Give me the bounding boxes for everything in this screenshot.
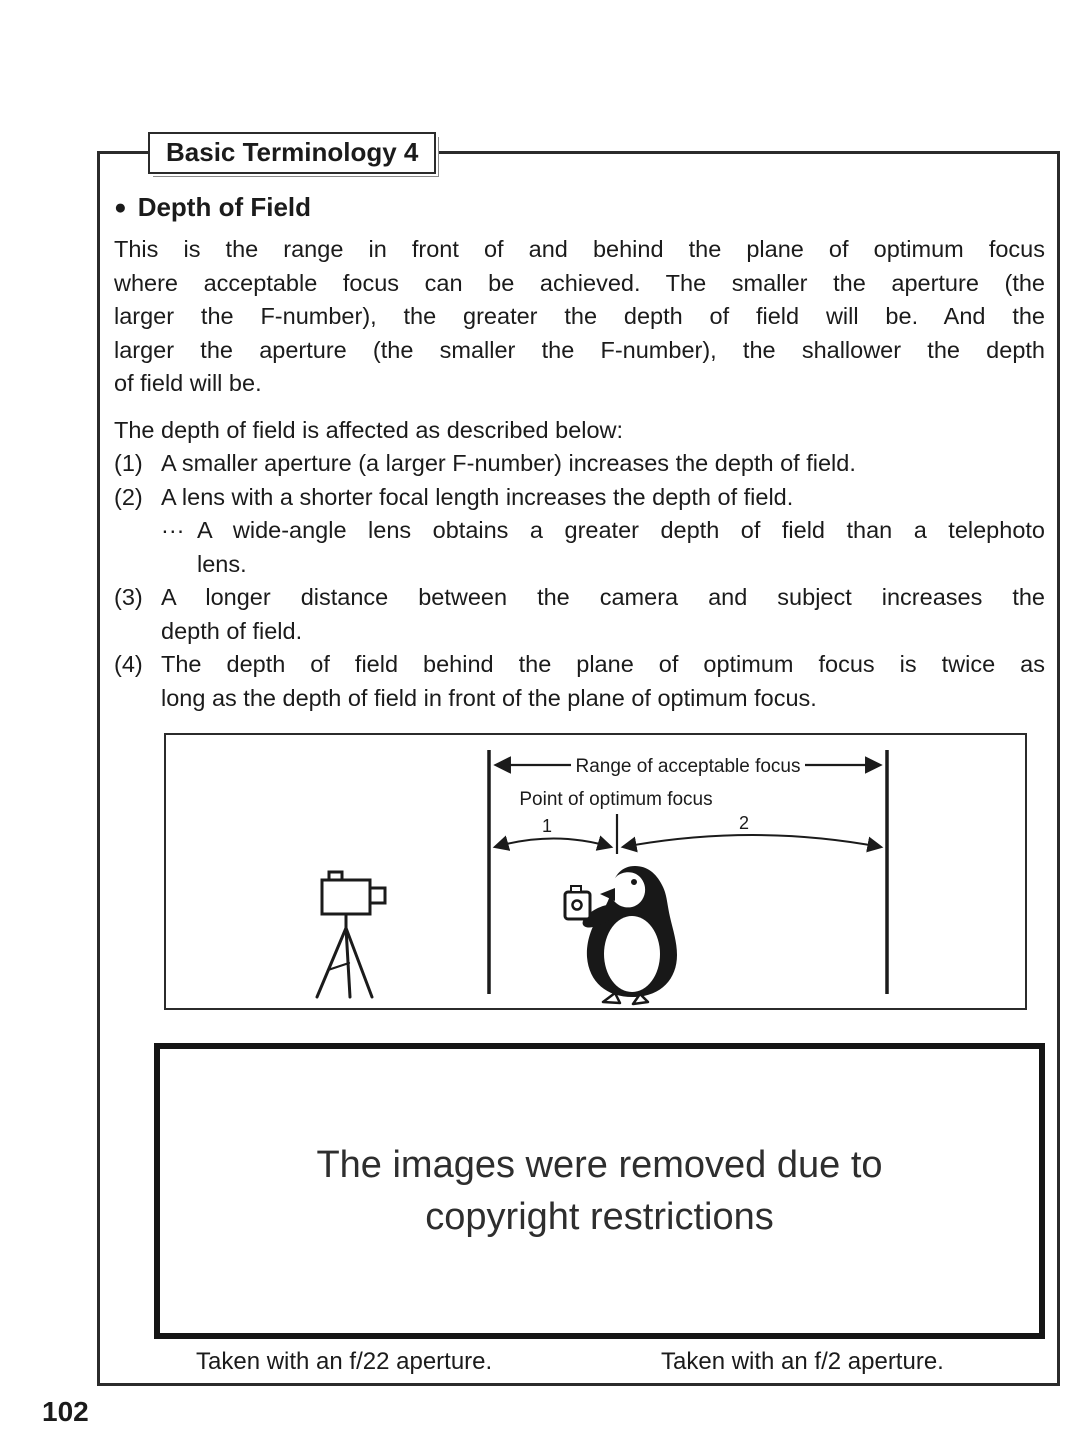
list-text: A lens with a shorter focal length increases the depth of field. <box>161 483 794 510</box>
list-line: A longer distance between the camera and subject increases the <box>161 584 1045 610</box>
list-item <box>114 447 1045 481</box>
intro-line: This is the range in front of and behind the plane of optimum focus <box>114 236 1045 262</box>
intro-paragraph <box>114 233 1045 401</box>
camera-tripod-illustration <box>317 872 385 997</box>
behind-distance-arc <box>623 835 881 847</box>
subitem-line: lens. <box>197 550 247 577</box>
page-number: 102 <box>42 1396 89 1427</box>
page-content <box>100 154 1057 1382</box>
section-heading <box>114 192 1045 223</box>
affected-line: The depth of field is affected as described below: <box>114 416 624 443</box>
range-label: Range of acceptable focus <box>575 756 801 777</box>
penguin-illustration <box>565 866 677 1004</box>
removed-images-notice <box>154 1043 1045 1339</box>
section-badge: Basic Terminology 4 <box>148 132 436 174</box>
optimum-focus-label: Point of optimum focus <box>519 789 713 810</box>
bullet-icon: ● <box>114 196 127 219</box>
intro-line: of field will be. <box>114 370 262 396</box>
list-subitem <box>161 514 1045 581</box>
caption-right: Taken with an f/2 aperture. <box>661 1348 944 1375</box>
list-line: The depth of field behind the plane of optimum focus is twice as <box>161 651 1045 677</box>
removed-notice-line: The images were removed due to <box>316 1144 883 1186</box>
intro-line: larger the aperture (the smaller the F-number), the shallower the depth <box>114 336 1045 363</box>
list-marker: (1) <box>114 450 143 476</box>
depth-of-field-diagram <box>164 733 1027 1010</box>
subitem-line: A wide-angle lens obtains a greater depth of field than a telephoto <box>197 517 1045 543</box>
list-item <box>114 481 1045 515</box>
list-text: A smaller aperture (a larger F-number) increases the depth of field. <box>161 450 856 476</box>
manual-page-frame <box>97 137 1060 1386</box>
diagram-canvas <box>166 735 1025 1008</box>
list-line: depth of field. <box>161 617 303 644</box>
subitem-marker: ··· <box>161 517 185 543</box>
terminology-list <box>114 447 1045 715</box>
list-text <box>161 648 1045 715</box>
caption-left: Taken with an f/22 aperture. <box>196 1348 493 1375</box>
intro-line: where acceptable focus can be achieved. The smaller the aperture (the <box>114 269 1045 296</box>
front-distance-arc <box>495 839 611 848</box>
behind-distance-label: 2 <box>738 813 750 833</box>
list-marker: (4) <box>114 651 143 677</box>
list-item <box>114 581 1045 648</box>
photo-captions <box>114 1348 1045 1382</box>
intro-line: larger the F-number), the greater the depth of field will be. And the <box>114 303 1045 329</box>
section-title: Depth of Field <box>137 192 312 222</box>
list-marker: (2) <box>114 483 143 510</box>
list-line: long as the depth of field in front of the plane of optimum focus. <box>161 684 817 711</box>
list-text <box>161 581 1045 648</box>
list-item <box>114 648 1045 715</box>
front-distance-label: 1 <box>541 816 553 836</box>
removed-notice-line: copyright restrictions <box>425 1196 774 1238</box>
subitem-text <box>197 514 1045 581</box>
list-marker: (3) <box>114 584 143 610</box>
